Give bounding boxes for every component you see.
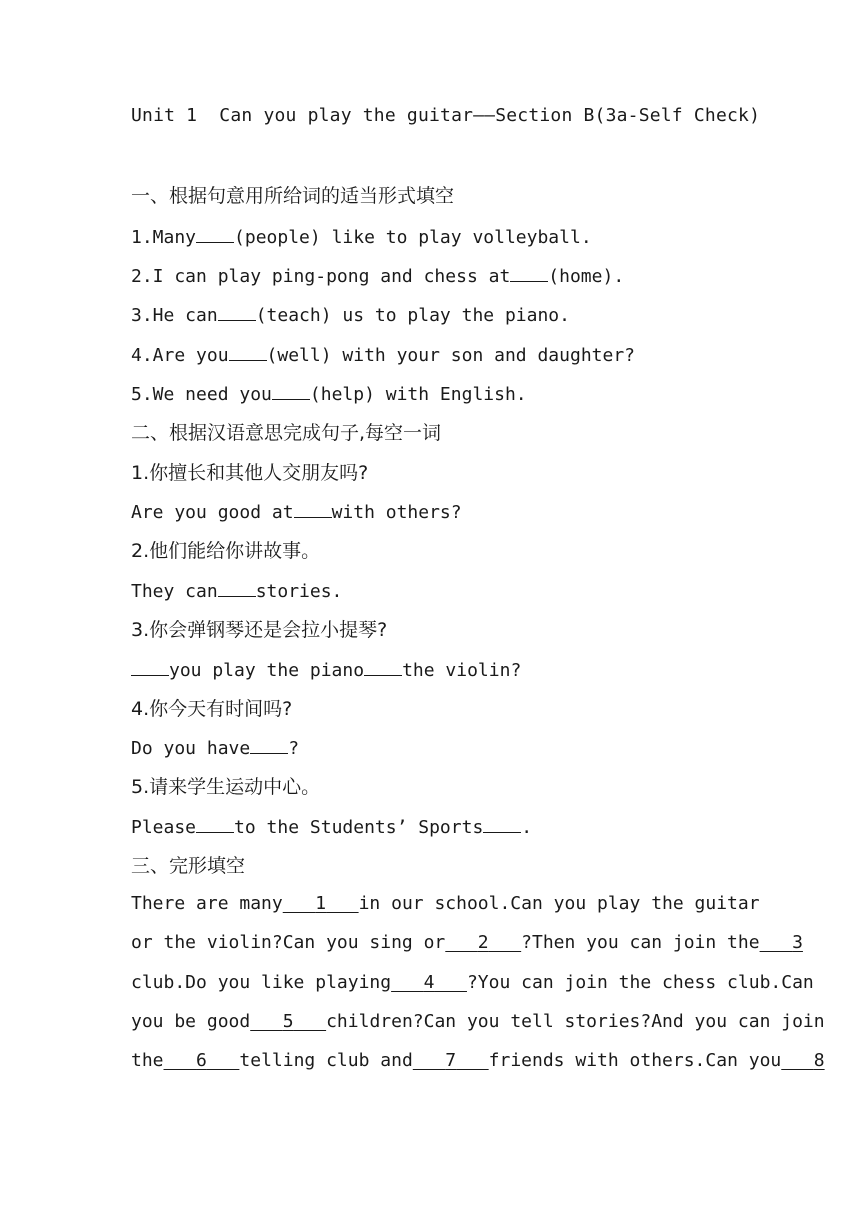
exercise-item: They can stories. [131, 581, 343, 602]
passage-line: the 6 telling club and 7 friends with others.Can you 8 [131, 1050, 825, 1072]
exercise-item: Please to the Students’ Sports . [131, 817, 533, 838]
exercise-item: 4.Are you (well) with your son and daughter? [131, 345, 636, 366]
answer-blank[interactable] [510, 264, 548, 282]
passage-line: you be good 5 children?Can you tell stories?And you can join [131, 1010, 825, 1032]
cloze-blank-4[interactable]: 4 [423, 971, 435, 993]
chinese-prompt: 5.请来学生运动中心。 [131, 776, 321, 798]
answer-blank[interactable] [364, 658, 402, 676]
answer-blank[interactable] [294, 500, 332, 518]
answer-blank[interactable] [483, 815, 521, 833]
answer-blank[interactable] [196, 815, 234, 833]
exercise-item: Are you good at with others? [131, 502, 462, 523]
answer-blank[interactable] [218, 579, 256, 597]
chinese-prompt: 3.你会弹钢琴还是会拉小提琴? [131, 619, 388, 641]
answer-blank[interactable] [272, 382, 310, 400]
cloze-blank-7[interactable]: 7 [445, 1050, 457, 1072]
exercise-item: 5.We need you (help) with English. [131, 384, 527, 405]
section-2-heading: 二、根据汉语意思完成句子,每空一词 [131, 422, 442, 444]
cloze-blank-1[interactable]: 1 [315, 893, 327, 914]
exercise-item: you play the piano the violin? [131, 658, 521, 683]
exercise-item: Do you have ? [131, 738, 300, 759]
answer-blank[interactable] [196, 225, 234, 243]
cloze-blank-2[interactable]: 2 [477, 932, 489, 954]
answer-blank[interactable] [131, 658, 169, 676]
cloze-passage [131, 884, 825, 1080]
passage-line: club.Do you like playing 4 ?You can join the chess club.Can [131, 971, 814, 993]
section-3-heading: 三、完形填空 [131, 855, 246, 877]
answer-blank[interactable] [218, 303, 256, 321]
chinese-prompt: 4.你今天有时间吗? [131, 698, 293, 720]
cloze-blank-3[interactable]: 3 [792, 932, 803, 954]
passage-line: There are many 1 in our school.Can you play the guitar [131, 893, 760, 914]
chinese-prompt: 1.你擅长和其他人交朋友吗? [131, 462, 369, 484]
chinese-prompt: 2.他们能给你讲故事。 [131, 540, 321, 562]
passage-line: or the violin?Can you sing or 2 ?Then you can join the 3 [131, 932, 803, 954]
exercise-item: 1.Many (people) like to play volleyball. [131, 227, 592, 248]
document-title: Unit 1 Can you play the guitar——Section B(3a-Self Check) [131, 105, 761, 126]
cloze-blank-5[interactable]: 5 [282, 1010, 294, 1032]
answer-blank[interactable] [229, 343, 267, 361]
section-1-heading: 一、根据句意用所给词的适当形式填空 [131, 185, 455, 207]
cloze-blank-6[interactable]: 6 [196, 1050, 207, 1072]
answer-blank[interactable] [250, 736, 288, 754]
exercise-item: 2.I can play ping-pong and chess at (home). [131, 266, 625, 287]
exercise-item: 3.He can (teach) us to play the piano. [131, 305, 570, 326]
cloze-blank-8[interactable]: 8 [813, 1050, 825, 1072]
